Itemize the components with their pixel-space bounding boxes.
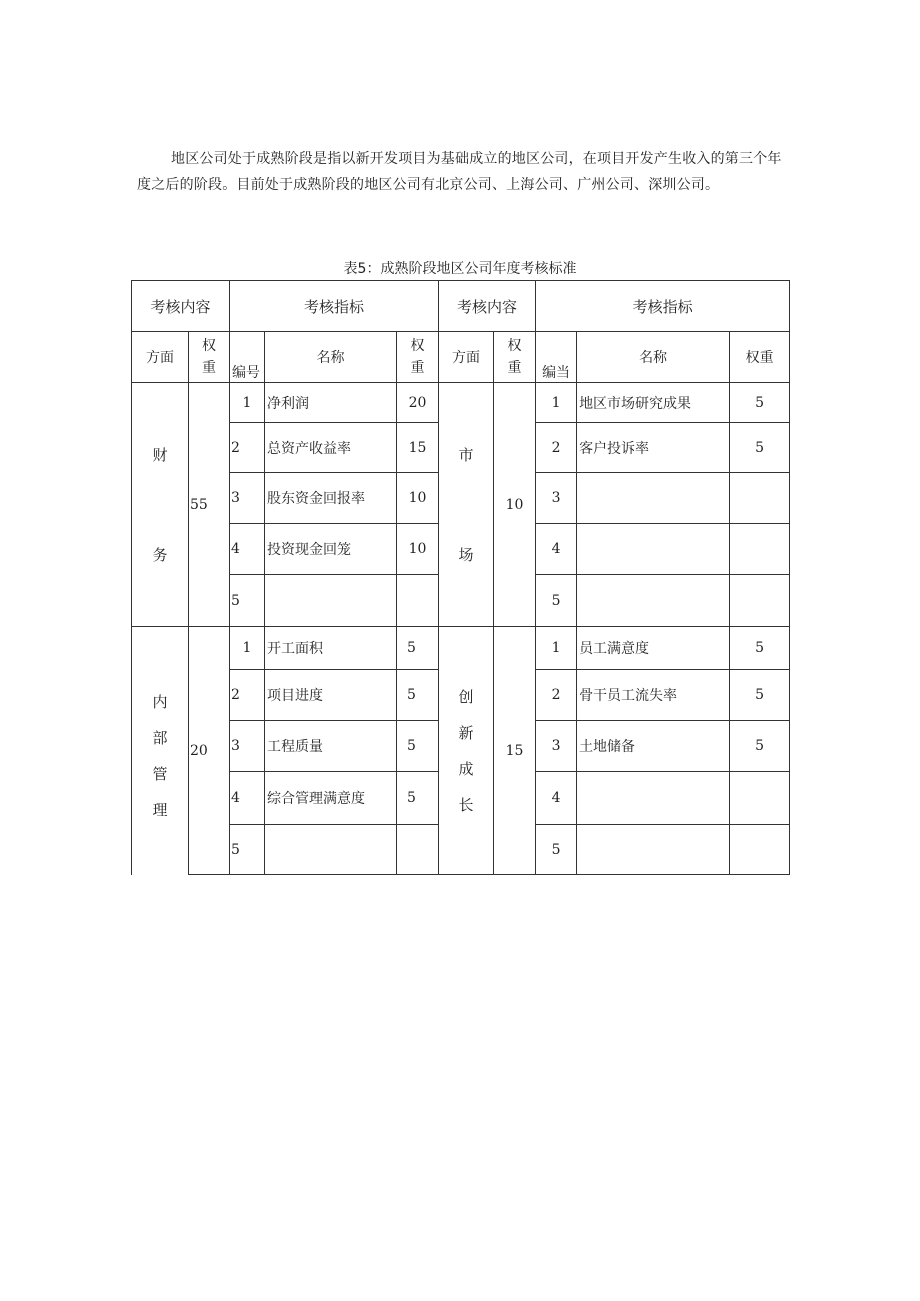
market-name-1: 地区市场研究成果 — [577, 383, 730, 423]
category-innovation-3: 成 — [458, 759, 474, 778]
innovation-weight-2: 5 — [730, 670, 790, 721]
header-code-left-text: 编号 — [232, 365, 261, 381]
internal-weight-3: 5 — [397, 721, 439, 772]
finance-weight-4: 10 — [397, 524, 439, 575]
header-weight-char-b: 重 — [410, 360, 425, 376]
innovation-no-2: 2 — [536, 670, 577, 721]
finance-weight-3: 10 — [397, 473, 439, 524]
finance-no-5: 5 — [230, 575, 265, 627]
header-content-right: 考核内容 — [439, 281, 536, 332]
innovation-name-1: 员工满意度 — [577, 627, 730, 670]
innovation-name-4 — [577, 772, 730, 825]
header-name-right: 名称 — [577, 332, 730, 383]
innovation-no-4: 4 — [536, 772, 577, 825]
header-weight-char-b: 重 — [507, 360, 522, 376]
internal-name-3: 工程质量 — [265, 721, 397, 772]
market-name-4 — [577, 524, 730, 575]
internal-name-2: 项目进度 — [265, 670, 397, 721]
market-name-5 — [577, 575, 730, 627]
category-market — [439, 383, 494, 627]
finance-no-1: 1 — [230, 383, 265, 423]
header-code-left — [230, 332, 265, 383]
innovation-weight-3: 5 — [730, 721, 790, 772]
header-aspect-right: 方面 — [439, 332, 494, 383]
market-weight-3 — [730, 473, 790, 524]
header-code-right-text: 编当 — [542, 365, 571, 381]
category-internal-3: 管 — [152, 764, 168, 783]
header-weight-full-right: 权重 — [730, 332, 790, 383]
category-finance — [132, 383, 189, 627]
market-weight-1: 5 — [730, 383, 790, 423]
market-no-3: 3 — [536, 473, 577, 524]
header-weight-char-a: 权 — [410, 338, 425, 354]
innovation-weight-4 — [730, 772, 790, 825]
category-finance-top: 财 — [152, 445, 168, 464]
internal-name-5 — [265, 825, 397, 875]
innovation-no-3: 3 — [536, 721, 577, 772]
category-innovation — [439, 627, 494, 875]
internal-name-1: 开工面积 — [265, 627, 397, 670]
finance-no-3: 3 — [230, 473, 265, 524]
category-internal — [132, 627, 189, 875]
assessment-table — [131, 280, 790, 875]
market-weight-2: 5 — [730, 423, 790, 473]
market-weight: 10 — [494, 383, 536, 627]
innovation-name-3: 土地储备 — [577, 721, 730, 772]
innovation-name-5 — [577, 825, 730, 875]
internal-weight-1: 5 — [397, 627, 439, 670]
table-row — [132, 383, 790, 423]
market-weight-4 — [730, 524, 790, 575]
category-internal-1: 内 — [152, 692, 168, 711]
header-weight-char-a: 权 — [202, 338, 216, 354]
internal-weight-2: 5 — [397, 670, 439, 721]
finance-weight-5 — [397, 575, 439, 627]
intro-paragraph: 地区公司处于成熟阶段是指以新开发项目为基础成立的地区公司，在项目开发产生收入的第三个年度之后的阶段。目前处于成熟阶段的地区公司有北京公司、上海公司、广州公司、深圳公司。 — [137, 151, 782, 193]
header-indicator-right: 考核指标 — [536, 281, 790, 332]
finance-name-3: 股东资金回报率 — [265, 473, 397, 524]
finance-weight-2: 15 — [397, 423, 439, 473]
finance-name-2: 总资产收益率 — [265, 423, 397, 473]
finance-no-4: 4 — [230, 524, 265, 575]
header-weight-left-2 — [397, 332, 439, 383]
market-no-5: 5 — [536, 575, 577, 627]
internal-weight-5 — [397, 825, 439, 875]
market-no-2: 2 — [536, 423, 577, 473]
internal-no-5: 5 — [230, 825, 265, 875]
internal-name-4: 综合管理满意度 — [265, 772, 397, 825]
finance-weight: 55 — [189, 383, 230, 627]
header-weight-char-a: 权 — [507, 338, 522, 354]
internal-no-1: 1 — [230, 627, 265, 670]
internal-no-3: 3 — [230, 721, 265, 772]
header-weight-char-b: 重 — [202, 360, 216, 376]
category-market-bottom: 场 — [458, 545, 474, 564]
market-name-3 — [577, 473, 730, 524]
innovation-weight: 15 — [494, 627, 536, 875]
market-name-2: 客户投诉率 — [577, 423, 730, 473]
innovation-name-2: 骨干员工流失率 — [577, 670, 730, 721]
finance-name-4: 投资现金回笼 — [265, 524, 397, 575]
category-innovation-4: 长 — [458, 795, 474, 814]
category-innovation-2: 新 — [458, 723, 474, 742]
header-weight-right — [494, 332, 536, 383]
category-finance-bottom: 务 — [152, 545, 168, 564]
category-innovation-1: 创 — [458, 687, 474, 706]
internal-no-4: 4 — [230, 772, 265, 825]
table-caption: 表5：成熟阶段地区公司年度考核标准 — [343, 261, 577, 277]
finance-weight-1: 20 — [397, 383, 439, 423]
market-weight-5 — [730, 575, 790, 627]
internal-weight-4: 5 — [397, 772, 439, 825]
market-no-1: 1 — [536, 383, 577, 423]
finance-name-5 — [265, 575, 397, 627]
finance-no-2: 2 — [230, 423, 265, 473]
header-code-right — [536, 332, 577, 383]
internal-weight: 20 — [189, 627, 230, 875]
category-internal-4: 理 — [152, 800, 168, 819]
header-aspect-left: 方面 — [132, 332, 189, 383]
innovation-weight-5 — [730, 825, 790, 875]
category-market-top: 市 — [458, 445, 474, 464]
innovation-weight-1: 5 — [730, 627, 790, 670]
innovation-no-1: 1 — [536, 627, 577, 670]
header-weight-left — [189, 332, 230, 383]
header-name-left: 名称 — [265, 332, 397, 383]
internal-no-2: 2 — [230, 670, 265, 721]
header-content-left: 考核内容 — [132, 281, 230, 332]
innovation-no-5: 5 — [536, 825, 577, 875]
table-row — [132, 627, 790, 670]
finance-name-1: 净利润 — [265, 383, 397, 423]
market-no-4: 4 — [536, 524, 577, 575]
category-internal-2: 部 — [152, 728, 168, 747]
header-indicator-left: 考核指标 — [230, 281, 439, 332]
